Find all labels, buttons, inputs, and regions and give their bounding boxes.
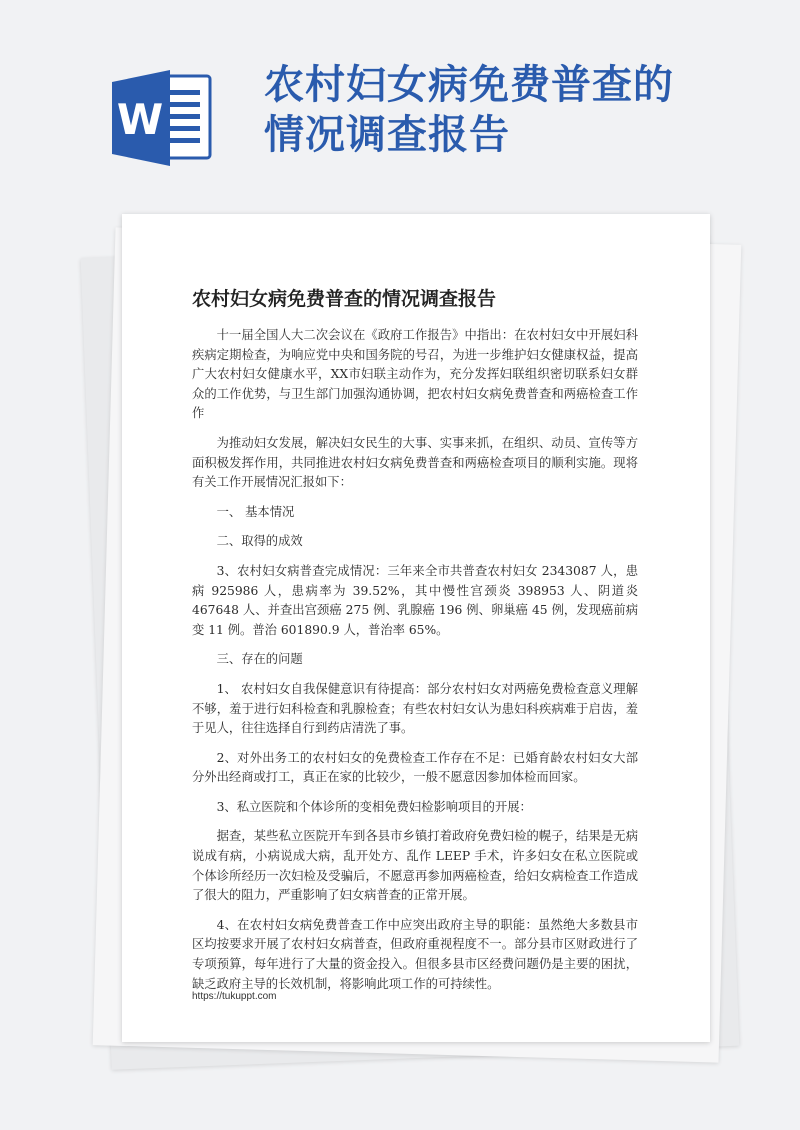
paragraph: 十一届全国人大二次会议在《政府工作报告》中指出：在农村妇女中开展妇科疾病定期检查，为响应党中央和国务院的号召，为进一步维护妇女健康权益，提高广大农村妇女健康水平，XX市妇联主动作为，充分发挥妇联组织密切联系妇女群众的工作优势，与卫生部门加强沟通协调，把农村妇女病免费普查和两癌检查工作作 <box>192 328 638 421</box>
document-body <box>192 326 638 1004</box>
word-doc-icon <box>108 62 216 170</box>
section-heading: 一、 基本情况 <box>216 504 295 519</box>
section-heading: 二、取得的成效 <box>216 534 303 549</box>
word-logo-letter: W <box>116 95 164 144</box>
page-title <box>264 60 744 160</box>
paragraph: 据查，某些私立医院开车到各县市乡镇打着政府免费妇检的幌子，结果是无病说成有病，小病说成大病，乱开处方、乱作 LEEP 手术，许多妇女在私立医院或个体诊所经历一次妇检及受骗后，不愿意再参加两癌检查，给妇女病检查工作造成了很大的阻力，严重影响了妇女病普查的正常开展。 <box>192 829 638 903</box>
page-title-line-2: 情况调查报告 <box>264 112 510 158</box>
paragraph: 1、 农村妇女自我保健意识有待提高：部分农村妇女对两癌免费检查意义理解不够，羞于进行妇科检查和乳腺检查；有些农村妇女认为患妇科疾病难于启齿，羞于见人，往往选择自行到药店清洗了事。 <box>192 681 638 736</box>
paragraph: 3、私立医院和个体诊所的变相免费妇检影响项目的开展： <box>216 799 532 814</box>
page-title-line-1: 农村妇女病免费普查的 <box>264 62 674 108</box>
paragraph: 2、对外出务工的农村妇女的免费检查工作存在不足：已婚育龄农村妇女大部分外出经商或打工，真正在家的比较少，一般不愿意因参加体检而回家。 <box>192 750 638 785</box>
section-heading: 三、存在的问题 <box>216 652 303 667</box>
paragraph: 为推动妇女发展，解决妇女民生的大事、实事来抓，在组织、动员、宣传等方面积极发挥作用，共同推进农村妇女病免费普查和两癌检查项目的顺利实施。现将有关工作开展情况汇报如下： <box>192 435 638 490</box>
document-title: 农村妇女病免费普查的情况调查报告 <box>192 288 497 310</box>
footer-link[interactable]: https://tukuppt.com <box>192 991 277 1002</box>
paragraph: 4、在农村妇女病免费普查工作中应突出政府主导的职能：虽然绝大多数县市区均按要求开展了农村妇女病普查，但政府重视程度不一。部分县市区财政进行了专项预算，每年进行了大量的资金投入。但很多县市区经费问题仍是主要的困扰，缺乏政府主导的长效机制，将影响此项工作的可持续性。 <box>192 917 638 991</box>
paragraph: 3、农村妇女病普查完成情况：三年来全市共普查农村妇女 2343087 人，患病 925986 人，患病率为 39.52%，其中慢性宫颈炎 398953 人、阴道炎 467648 人、并查出宫颈癌 275 例、乳腺癌 196 例、卵巢癌 45 例，发现癌前病变 11 例。普治 601890.9 人，普治率 65%。 <box>192 563 638 637</box>
